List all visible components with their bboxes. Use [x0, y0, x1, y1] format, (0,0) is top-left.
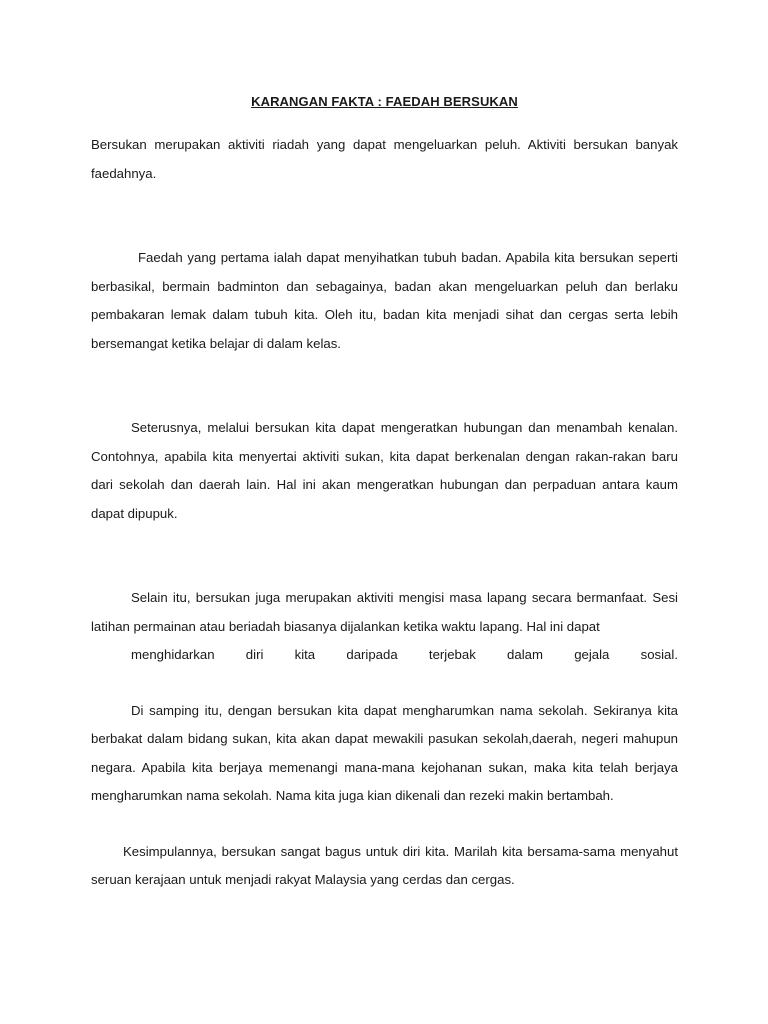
essay-body — [91, 93, 678, 895]
essay-title: KARANGAN FAKTA : FAEDAH BERSUKAN — [251, 94, 518, 109]
paragraph-conclusion: Kesimpulannya, bersukan sangat bagus untuk diri kita. Marilah kita bersama-sama menyahut seruan kerajaan untuk menjadi rakyat Malaysia yang cerdas dan cergas. — [91, 843, 678, 887]
paragraph-intro: Bersukan merupakan aktiviti riadah yang dapat mengeluarkan peluh. Aktiviti bersukan banyak faedahnya. — [91, 137, 678, 181]
paragraph-leisure-last-line: menghidarkan diri kita daripada terjebak dalam gejala sosial. — [131, 647, 678, 662]
paragraph-friendship: Seterusnya, melalui bersukan kita dapat mengeratkan hubungan dan menambah kenalan. Contohnya, apabila kita menyertai aktiviti sukan, kita dapat berkenalan dengan rakan-rakan baru dari sekolah dan daerah lain. Hal ini akan mengeratkan hubungan dan perpaduan antara kaum dapat dipupuk. — [91, 420, 678, 521]
paragraph-leisure — [91, 584, 678, 670]
paragraph-health: Faedah yang pertama ialah dapat menyihatkan tubuh badan. Apabila kita bersukan seperti berbasikal, bermain badminton dan sebagainya, badan akan mengeluarkan peluh dan berlaku pembakaran lemak dalam tubuh kita. Oleh itu, badan kita menjadi sihat dan cergas serta lebih bersemangat ketika belajar di dalam kelas. — [91, 250, 678, 351]
paragraph-school-pride: Di samping itu, dengan bersukan kita dapat mengharumkan nama sekolah. Sekiranya kita berbakat dalam bidang sukan, kita akan dapat mewakili pasukan sekolah,daerah, negeri mahupun negara. Apabila kita berjaya memenangi mana-mana kejohanan sukan, maka kita telah berjaya mengharumkan nama sekolah. Nama kita juga kian dikenali dan rezeki makin bertambah. — [91, 702, 678, 803]
paragraph-leisure-main: Selain itu, bersukan juga merupakan aktiviti mengisi masa lapang secara bermanfaat. Sesi latihan permainan atau beriadah biasanya dijalankan ketika waktu lapang. Hal ini dapat — [91, 590, 678, 634]
